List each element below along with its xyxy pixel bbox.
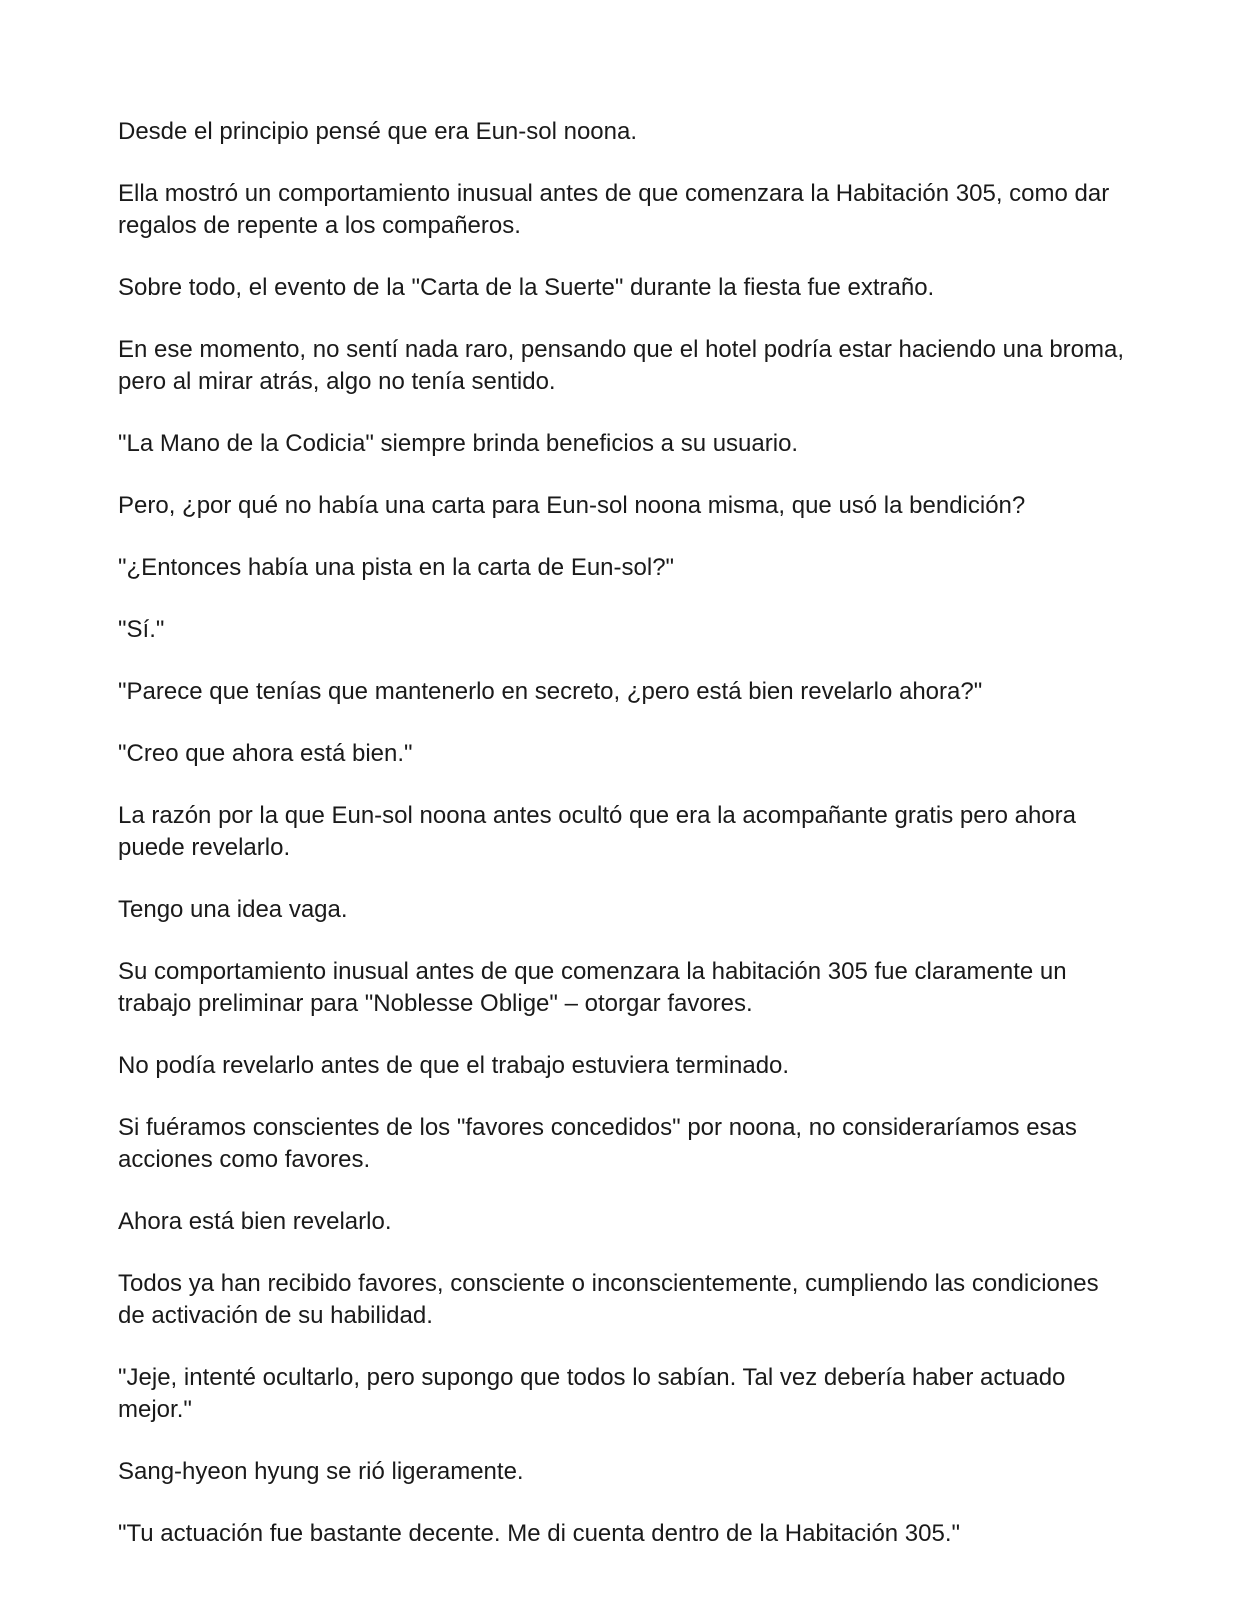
paragraph: En ese momento, no sentí nada raro, pensando que el hotel podría estar haciendo una broma, pero al mirar atrás, algo no tenía sentido.	[118, 336, 1125, 395]
document-body	[118, 116, 1128, 1550]
paragraph: Si fuéramos conscientes de los "favores concedidos" por noona, no consideraríamos esas acciones como favores.	[118, 1114, 1077, 1173]
paragraph: Desde el principio pensé que era Eun-sol noona.	[118, 118, 638, 145]
paragraph: Todos ya han recibido favores, consciente o inconscientemente, cumpliendo las condiciones de activación de su habilidad.	[118, 1270, 1099, 1329]
paragraph: "Parece que tenías que mantenerlo en secreto, ¿pero está bien revelarlo ahora?"	[118, 678, 983, 705]
paragraph: "¿Entonces había una pista en la carta de Eun-sol?"	[118, 554, 675, 581]
paragraph: No podía revelarlo antes de que el trabajo estuviera terminado.	[118, 1052, 790, 1079]
paragraph: Ahora está bien revelarlo.	[118, 1208, 392, 1235]
paragraph: "Sí."	[118, 616, 165, 643]
paragraph: "La Mano de la Codicia" siempre brinda beneficios a su usuario.	[118, 430, 799, 457]
paragraph: Ella mostró un comportamiento inusual antes de que comenzara la Habitación 305, como dar regalos de repente a los compañeros.	[118, 180, 1110, 239]
paragraph: "Tu actuación fue bastante decente. Me di cuenta dentro de la Habitación 305."	[118, 1520, 961, 1547]
paragraph: Tengo una idea vaga.	[118, 896, 348, 923]
paragraph: "Creo que ahora está bien."	[118, 740, 413, 767]
paragraph: Sobre todo, el evento de la "Carta de la Suerte" durante la fiesta fue extraño.	[118, 274, 935, 301]
paragraph: Sang-hyeon hyung se rió ligeramente.	[118, 1458, 524, 1485]
paragraph: Pero, ¿por qué no había una carta para Eun-sol noona misma, que usó la bendición?	[118, 492, 1026, 519]
paragraph: La razón por la que Eun-sol noona antes ocultó que era la acompañante gratis pero ahora puede revelarlo.	[118, 802, 1076, 861]
paragraph: "Jeje, intenté ocultarlo, pero supongo que todos lo sabían. Tal vez debería haber actuado mejor."	[118, 1364, 1066, 1423]
paragraph: Su comportamiento inusual antes de que comenzara la habitación 305 fue claramente un trabajo preliminar para "Noblesse Oblige" – otorgar favores.	[118, 958, 1067, 1017]
